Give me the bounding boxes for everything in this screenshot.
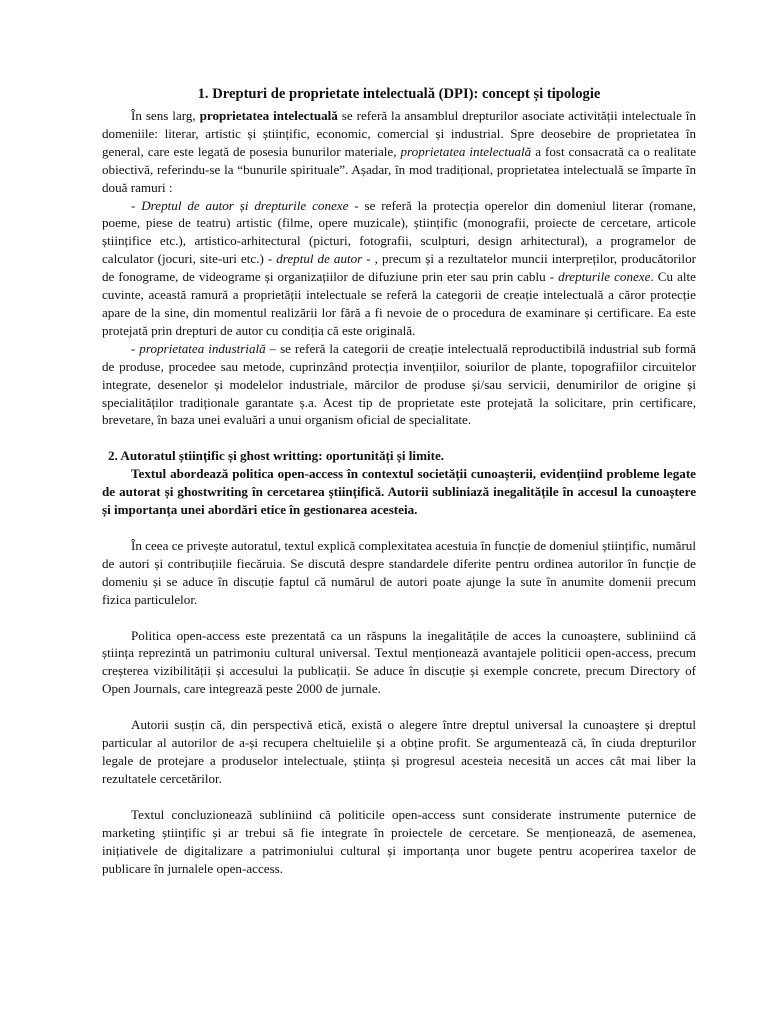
section-2-paragraph-4: Textul concluzionează subliniind că politicile open-access sunt considerate instrumente puternice de marketing științific și ar trebui să fie integrate în proiectele de cercetare. Se menționează, de asemenea, inițiativele de digitalizare a patrimoniului cultural și importanța unor bugete pentru acoperirea taxelor de publicare în jurnalele open-access. <box>102 806 696 876</box>
section-1-paragraph-1: În sens larg, proprietatea intelectuală se referă la ansamblul drepturilor asociate activității intelectuale în domeniile: literar, artistic și științific, economic, comercial și industrial. Spre deosebire de proprietatea în general, care este legată de posesia bunurilor materiale, proprietatea intelectuală a fost consacrată ca o realitate obiectivă, referindu-se la “bunurile spirituale”. Așadar, în mod tradițional, proprietatea intelectuală se împarte în două ramuri : <box>102 108 697 195</box>
spacer <box>102 788 696 806</box>
italic-term: drepturile conexe <box>558 269 651 285</box>
section-2-title: 2. Autoratul științific și ghost writting: oportunități și limite. <box>108 448 445 464</box>
section-2-paragraph-1: În ceea ce privește autoratul, textul explică complexitatea acestuia în funcție de domeniul științific, numărul de autori și contribuțiile fiecăruia. Se discută despre standardele diferite pentru ordinea autorilor în funcție de domeniu și se aduce în discuție faptul că numărul de autori poate ajunge la sute în anumite domenii precum fizica particulelor. <box>102 537 696 607</box>
italic-term: - proprietatea industrială <box>131 340 266 356</box>
section-2-summary: Textul abordează politica open-access în contextul societății cunoașterii, evidențiind probleme legate de autorat și ghostwriting în cercetarea științifică. Autorii subliniază inegalitățile în accesul la cunoaștere și importanța unei abordări etice în gestionarea acesteia. <box>102 466 696 518</box>
spacer <box>102 429 696 447</box>
section-2-paragraph-3: Autorii susțin că, din perspectivă etică, există o alegere între dreptul universal la cunoaștere și dreptul particular al autorilor de a-și recupera cheltuielile și a obține profit. Se argumentează că, în ciuda drepturilor legale de protejare a produselor intelectuale, știința și progresul acesteia necesită un acces cât mai liber la rezultatele cercetărilor. <box>102 717 696 786</box>
section-1-title: 1. Drepturi de proprietate intelectuală (DPI): concept și tipologie <box>197 86 601 102</box>
spacer <box>102 698 696 716</box>
italic-term: dreptul de autor <box>276 251 363 267</box>
spacer <box>102 519 696 537</box>
spacer <box>102 609 696 627</box>
bold-term: proprietatea intelectuală <box>199 108 338 123</box>
section-1-paragraph-2: - Dreptul de autor și drepturile conexe - se referă la protecția operelor din domeniul literar (romane, poeme, piese de teatru) artistic (filme, opere muzicale), științific (monografii, proiecte de cercetare, articole științifice etc.), artistico-arhitectural (picturi, fotografii, sculpturi, design arhitectural), a programelor de calculator (jocuri, site-uri etc.) - dreptul de autor - , precum și a rezultatelor muncii interpreților, producătorilor de fonograme, de videograme și organizațiilor de difuziune prin eter sau prin cablu - drepturile conexe. Cu alte cuvinte, această ramură a proprietății intelectuale se referă la categorii de creație intelectuală a căror protecție apare de la sine, din momentul realizării lor fără a fi nevoie de o procedura de examinare și certificare. Ea este protejată prin drepturi de autor cu condiția că este originală. <box>102 197 696 338</box>
section-2-paragraph-2: Politica open-access este prezentată ca un răspuns la inegalitățile de acces la cunoaștere, subliniind că știința reprezintă un patrimoniu cultural universal. Textul menționează avantajele politicii open-access, precum creșterea vizibilității și accesului la publicații. Se aduce în discuție și exemple concrete, precum Directory of Open Journals, care integrează peste 2000 de jurnale. <box>102 627 696 697</box>
section-1-paragraph-3: - proprietatea industrială – se referă la categorii de creație intelectuală reproductibilă industrial sub formă de produse, procedee sau metode, cuprinzând protecția invențiilor, soiurilor de plante, topografiilor circuitelor integrate, desenelor și modelelor industriale, mărcilor de produse și/sau servicii, denumirilor de origine și specialităților tradiționale garantate ș.a. Acest tip de proprietate este protejată la solicitare, prin certificare, brevetare, în baza unei evaluări a unui organism oficial de specialitate. <box>102 340 696 428</box>
italic-term: proprietatea intelectuală <box>400 143 532 159</box>
italic-term: - Dreptul de autor și drepturile conexe <box>131 197 349 213</box>
